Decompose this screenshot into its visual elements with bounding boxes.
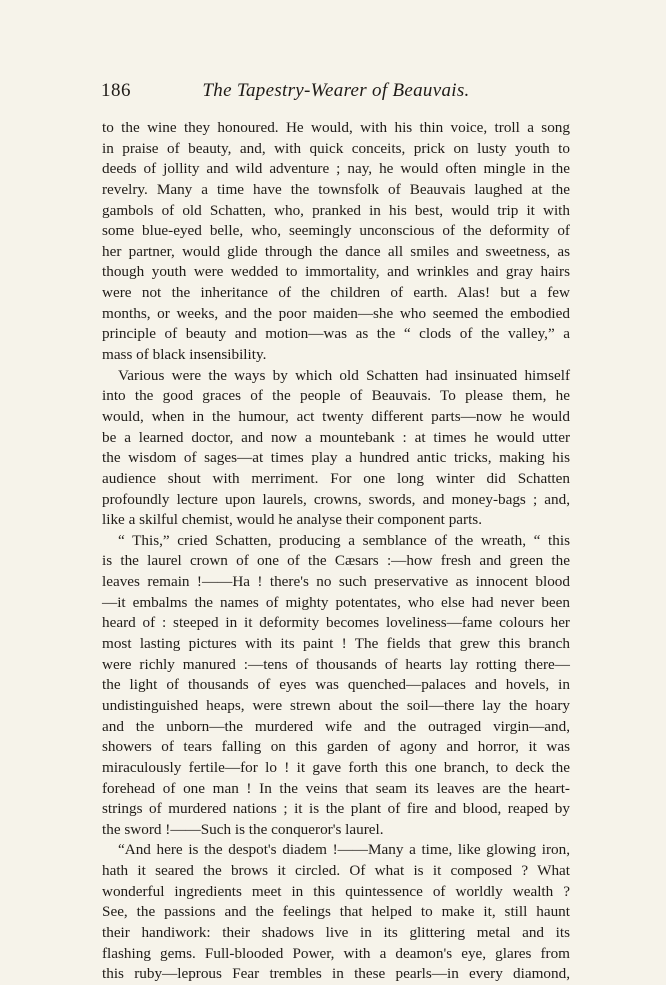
text-line: profoundly lecture upon laurels, crowns, swords, and money-bags ; and, — [102, 490, 570, 508]
page-number: 186 — [101, 80, 131, 101]
text-line: in praise of beauty, and, with quick conceits, prick on lusty youth to — [102, 139, 570, 157]
text-line: and the unborn—the murdered wife and the outraged virgin—and, — [102, 717, 570, 735]
text-line: flashing gems. Full-blooded Power, with a deamon's eye, glares from — [102, 944, 570, 962]
text-line: were richly manured :—tens of thousands of hearts lay rotting there— — [102, 655, 570, 673]
text-line: principle of beauty and motion—was as the “ clods of the valley,” a — [102, 325, 570, 343]
text-line: Various were the ways by which old Schatten had insinuated himself — [118, 366, 570, 384]
text-line: some blue-eyed belle, who, seemingly unconscious of the deformity of — [102, 222, 570, 240]
text-line: though youth were wedded to immortality, and wrinkles and gray hairs — [102, 263, 570, 281]
text-line: See, the passions and the feelings that helped to make it, still haunt — [102, 903, 570, 921]
text-line: would, when in the humour, act twenty different parts—now he would — [102, 407, 570, 425]
page-header — [101, 80, 571, 104]
text-line: into the good graces of the people of Beauvais. To please them, he — [102, 387, 570, 405]
running-head: The Tapestry-Wearer of Beauvais. — [202, 80, 470, 101]
text-line: forehead of one man ! In the veins that seam its leaves are the heart- — [102, 779, 570, 797]
text-line: be a learned doctor, and now a mountebank : at times he would utter — [102, 428, 570, 446]
text-line: deeds of jollity and wild adventure ; nay, he would often mingle in the — [102, 160, 570, 178]
text-line: gambols of old Schatten, who, pranked in his best, would trip it with — [102, 201, 570, 219]
text-line: —it embalms the names of mighty potentates, who else had never been — [102, 593, 570, 611]
text-line: this ruby—leprous Fear trembles in these pearls—in every diamond, — [102, 965, 570, 983]
text-line: hath it seared the brows it circled. Of what is it composed ? What — [102, 862, 570, 880]
text-line: strings of murdered nations ; it is the plant of fire and blood, reaped by — [102, 800, 570, 818]
text-line: is the laurel crown of one of the Cæsars :—how fresh and green the — [102, 552, 570, 570]
text-line: revelry. Many a time have the townsfolk of Beauvais laughed at the — [102, 180, 570, 198]
text-line: heard of : steeped in it deformity becomes loveliness—fame colours her — [102, 614, 570, 632]
text-line: showers of tears falling on this garden of agony and horror, it was — [102, 738, 570, 756]
text-line: “ This,” cried Schatten, producing a semblance of the wreath, “ this — [118, 531, 570, 549]
text-line: like a skilful chemist, would he analyse their component parts. — [102, 511, 483, 529]
body-text — [102, 118, 570, 985]
text-line: months, or weeks, and the poor maiden—she who seemed the embodied — [102, 304, 570, 322]
text-line: “And here is the despot's diadem !——Many a time, like glowing iron, — [118, 841, 570, 859]
text-line: were not the inheritance of the children of earth. Alas! but a few — [102, 284, 570, 302]
text-line: the sword !——Such is the conqueror's laurel. — [102, 820, 384, 838]
text-line: to the wine they honoured. He would, with his thin voice, troll a song — [102, 119, 570, 136]
text-line: the wisdom of sages—at times play a hundred antic tricks, making his — [102, 449, 570, 467]
text-line: wonderful ingredients meet in this quintessence of worldly wealth ? — [102, 882, 570, 900]
text-line: leaves remain !——Ha ! there's no such preservative as innocent blood — [102, 573, 570, 591]
text-line: undistinguished heaps, were strewn about the soil—there lay the hoary — [102, 696, 570, 714]
text-line: her partner, would glide through the dance all smiles and sweetness, as — [102, 242, 570, 260]
text-line: the light of thousands of eyes was quenched—palaces and hovels, in — [102, 676, 570, 694]
text-line: audience shout with merriment. For one long winter did Schatten — [102, 469, 570, 487]
text-line: miraculously fertile—for lo ! it gave forth this one branch, to deck the — [102, 758, 570, 776]
text-line: mass of black insensibility. — [102, 346, 267, 364]
text-line: most lasting pictures with its paint ! The fields that grew this branch — [102, 635, 570, 653]
text-line: their handiwork: their shadows live in its glittering metal and its — [102, 923, 570, 941]
